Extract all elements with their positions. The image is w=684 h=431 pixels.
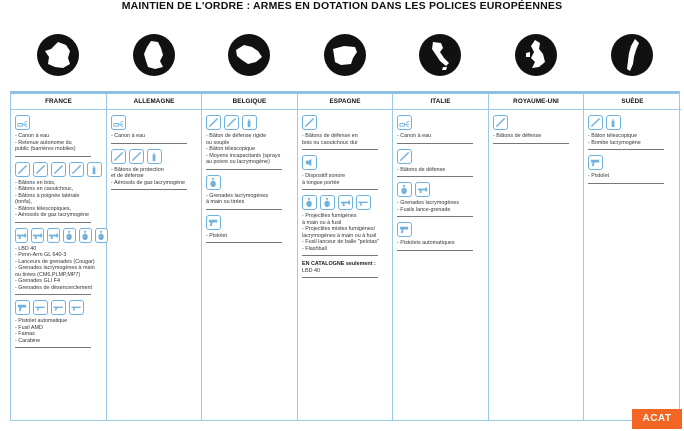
weapon-item: - Projectiles mixtes fumigènes/	[302, 226, 376, 232]
note-line: LBD 40	[302, 267, 320, 274]
divider	[588, 149, 664, 150]
weapon-item: - Bâton télescopique	[588, 133, 638, 139]
weapon-item: - Canon à eau	[15, 133, 50, 139]
weapon-icons	[302, 155, 388, 170]
column-header: ROYAUME-UNI	[489, 94, 583, 110]
launcher-icon	[338, 195, 353, 210]
rifle-icon	[69, 300, 84, 315]
divider	[397, 250, 473, 251]
weapon-item: - Bâtons de défense	[397, 166, 446, 173]
weapon-icons	[397, 182, 484, 197]
weapon-item: ou souple	[206, 139, 230, 146]
weapon-group	[397, 182, 484, 217]
weapon-icons	[15, 300, 102, 315]
weapon-group	[111, 115, 197, 144]
weapon-item: - Bâton télescopique	[206, 146, 256, 152]
divider	[302, 255, 378, 256]
column-body	[393, 110, 488, 251]
map-slot-2	[201, 34, 296, 92]
weapon-icons	[111, 115, 197, 130]
map-slot-3	[297, 34, 392, 92]
weapon-item: - Canon à eau	[111, 133, 146, 139]
weapon-group	[397, 149, 484, 178]
baton-icon	[51, 162, 66, 177]
column-belgique	[202, 94, 298, 421]
spain-map-icon	[324, 34, 366, 76]
weapon-group	[397, 222, 484, 251]
divider	[111, 143, 187, 144]
pistol-icon	[588, 155, 603, 170]
map-slot-6	[583, 34, 678, 92]
weapon-group	[302, 115, 388, 150]
acat-logo: ACAT	[632, 409, 682, 429]
water-cannon-icon	[15, 115, 30, 130]
divider	[206, 169, 282, 170]
weapon-item: - Bâtons de défense en	[302, 133, 358, 139]
weapon-icons	[588, 115, 677, 130]
weapon-group	[493, 115, 579, 144]
spray-icon	[242, 115, 257, 130]
grenade-icon	[206, 175, 221, 190]
weapon-group	[206, 115, 293, 170]
column-header: BELGIQUE	[202, 94, 297, 110]
baton-icon	[15, 162, 30, 177]
weapon-item: public (barrières mobiles)	[15, 146, 76, 152]
weapons-table	[10, 91, 680, 421]
weapon-item: - Lanceurs de grenades (Cougar)	[15, 258, 95, 265]
divider	[15, 347, 91, 348]
weapon-item: - Bâtons en bois,	[15, 179, 56, 186]
baton-icon	[206, 115, 221, 130]
weapon-icons	[493, 115, 579, 130]
grenade-icon	[397, 182, 412, 197]
germany-map-icon	[133, 34, 175, 76]
weapon-group	[111, 149, 197, 191]
weapon-item: et de défense	[111, 173, 144, 179]
grenade-icon	[302, 195, 317, 210]
weapon-item: - Bâtons en caoutchouc,	[15, 186, 74, 192]
weapon-item: - Bâtons à poignée latérale	[15, 192, 80, 199]
weapon-icons	[397, 115, 484, 130]
weapon-item: à longue portée	[302, 179, 340, 186]
weapon-item: - Flashball	[302, 245, 327, 252]
grenade-icon	[63, 228, 76, 243]
weapon-icons	[206, 215, 293, 230]
weapon-group	[15, 300, 102, 348]
column-suède	[584, 94, 681, 421]
weapon-group	[15, 228, 102, 296]
baton-icon	[397, 149, 412, 164]
weapon-item: - Bâtons de défense	[493, 133, 542, 139]
weapon-icons	[206, 115, 293, 130]
column-body	[489, 110, 583, 144]
spray-icon	[147, 149, 162, 164]
weapon-item: - Bâtons télescopiques,	[15, 205, 72, 212]
divider	[111, 189, 187, 190]
weapon-icons	[588, 155, 677, 170]
divider	[302, 189, 378, 190]
weapon-group	[588, 155, 677, 184]
column-espagne	[298, 94, 393, 421]
baton-icon	[69, 162, 84, 177]
weapon-icons	[302, 195, 388, 210]
weapon-icons	[302, 115, 388, 130]
column-allemagne	[107, 94, 202, 421]
divider	[15, 156, 91, 157]
baton-icon	[33, 162, 48, 177]
spray-icon	[606, 115, 621, 130]
weapon-item: (tonfa),	[15, 199, 33, 205]
weapon-group	[15, 115, 102, 157]
column-body	[298, 110, 392, 278]
weapon-item: - Grenades lacrymogènes	[397, 200, 460, 206]
baton-icon	[302, 115, 317, 130]
weapon-icons	[397, 222, 484, 237]
weapon-item: - Pistolet	[206, 232, 227, 239]
divider	[15, 294, 91, 295]
launcher-icon	[31, 228, 44, 243]
weapon-item: - Bâtons de protection	[111, 166, 164, 173]
weapon-group	[588, 115, 677, 150]
weapon-item: - Aérosols de gaz lacrymogène	[111, 179, 186, 186]
divider	[15, 222, 91, 223]
rifle-icon	[356, 195, 371, 210]
weapon-item: - Pistolets automatiques	[397, 240, 455, 246]
weapon-item: - Pistolet automatique	[15, 318, 68, 324]
map-slot-0	[10, 34, 105, 92]
baton-icon	[129, 149, 144, 164]
column-body	[202, 110, 297, 243]
uk-map-icon	[515, 34, 557, 76]
belgium-map-icon	[228, 34, 270, 76]
catalonia-note	[302, 261, 388, 278]
column-header: ITALIE	[393, 94, 488, 110]
weapon-item: - Carabine	[15, 337, 41, 344]
weapon-item: - Grenades de désencerclement	[15, 284, 93, 291]
weapon-item: bois ou caoutchouc dur	[302, 139, 358, 146]
weapon-icons	[111, 149, 197, 164]
launcher-icon	[15, 228, 28, 243]
divider	[302, 277, 378, 278]
water-cannon-icon	[397, 115, 412, 130]
column-header: SUÈDE	[584, 94, 681, 110]
pistol-icon	[206, 215, 221, 230]
map-slot-4	[392, 34, 487, 92]
weapon-icons	[15, 162, 102, 177]
column-header: FRANCE	[11, 94, 106, 110]
weapon-item: - Grenades GLI F4	[15, 278, 60, 284]
weapon-item: - Fusil lanceur de balle "pelotas"	[302, 239, 379, 245]
weapon-icons	[206, 175, 293, 190]
divider	[302, 149, 378, 150]
country-maps-row	[10, 34, 680, 92]
divider	[588, 183, 664, 184]
weapon-group	[302, 155, 388, 190]
baton-icon	[111, 149, 126, 164]
weapon-item: - Projectiles fumigènes	[302, 213, 357, 219]
column-body	[584, 110, 681, 184]
weapon-item: - Famas	[15, 331, 35, 337]
grenade-icon	[320, 195, 335, 210]
water-cannon-icon	[111, 115, 126, 130]
baton-icon	[588, 115, 603, 130]
grenade-icon	[79, 228, 92, 243]
weapon-item: - Dispositif sonore	[302, 173, 346, 179]
divider	[397, 143, 473, 144]
weapon-group	[397, 115, 484, 144]
weapon-item: - Canon à eau	[397, 133, 432, 139]
italy-map-icon	[419, 34, 461, 76]
divider	[397, 216, 473, 217]
sweden-map-icon	[611, 34, 653, 76]
weapon-group	[206, 175, 293, 210]
launcher-icon	[47, 228, 60, 243]
weapon-item: - Fusils lance-grenade	[397, 206, 451, 213]
weapon-item: à main ou à fusil	[302, 219, 342, 226]
weapon-item: - Aérosols de gaz lacrymogène	[15, 212, 90, 218]
spray-icon	[87, 162, 102, 177]
divider	[493, 143, 569, 144]
weapon-icons	[15, 228, 102, 243]
weapon-item: ou tirées (CM6,PLMP,MP7)	[15, 271, 81, 278]
baton-icon	[224, 115, 239, 130]
weapon-item: - Retenue autonome du	[15, 139, 72, 146]
weapon-item: à main ou tirées	[206, 199, 245, 205]
column-header: ALLEMAGNE	[107, 94, 201, 110]
weapon-item: au poivre ou lacrymogène)	[206, 159, 270, 165]
rifle-icon	[33, 300, 48, 315]
column-france	[11, 94, 107, 421]
rifle-icon	[51, 300, 66, 315]
weapon-item: lacrymogènes à main ou à fusil	[302, 232, 377, 239]
launcher-icon	[415, 182, 430, 197]
note-line: EN CATALOGNE seulement :	[302, 261, 376, 267]
weapon-item: - Bâton de défense rigide	[206, 133, 267, 139]
map-slot-1	[106, 34, 201, 92]
column-header: ESPAGNE	[298, 94, 392, 110]
france-map-icon	[37, 34, 79, 76]
divider	[397, 176, 473, 177]
weapon-icons	[15, 115, 102, 130]
weapon-item: - Grenades lacrymogènes à main	[15, 265, 95, 271]
weapon-item: - Penn-Arm GL 640-3	[15, 252, 67, 258]
weapon-item: - Bombe lacrymogène	[588, 139, 641, 146]
weapon-item: - Grenades lacrymogènes	[206, 192, 269, 199]
divider	[206, 209, 282, 210]
weapon-group	[206, 215, 293, 244]
pistol-icon	[15, 300, 30, 315]
pistol-icon	[397, 222, 412, 237]
column-italie	[393, 94, 489, 421]
weapon-icons	[397, 149, 484, 164]
divider	[206, 242, 282, 243]
sound-device-icon	[302, 155, 317, 170]
weapon-group	[302, 195, 388, 256]
weapon-group	[15, 162, 102, 223]
baton-icon	[493, 115, 508, 130]
weapon-item: - Fusil AMD	[15, 324, 43, 331]
weapon-item: - Moyens incapacitants (sprays	[206, 152, 281, 159]
weapon-item: - Pistolet	[588, 173, 609, 179]
column-body	[107, 110, 201, 190]
weapon-item: - LBD 40	[15, 245, 37, 252]
page-title: MAINTIEN DE L'ORDRE : ARMES EN DOTATION DANS LES POLICES EUROPÉENNES	[121, 0, 563, 12]
column-body	[11, 110, 106, 348]
map-slot-5	[488, 34, 583, 92]
column-royaume-uni	[489, 94, 584, 421]
